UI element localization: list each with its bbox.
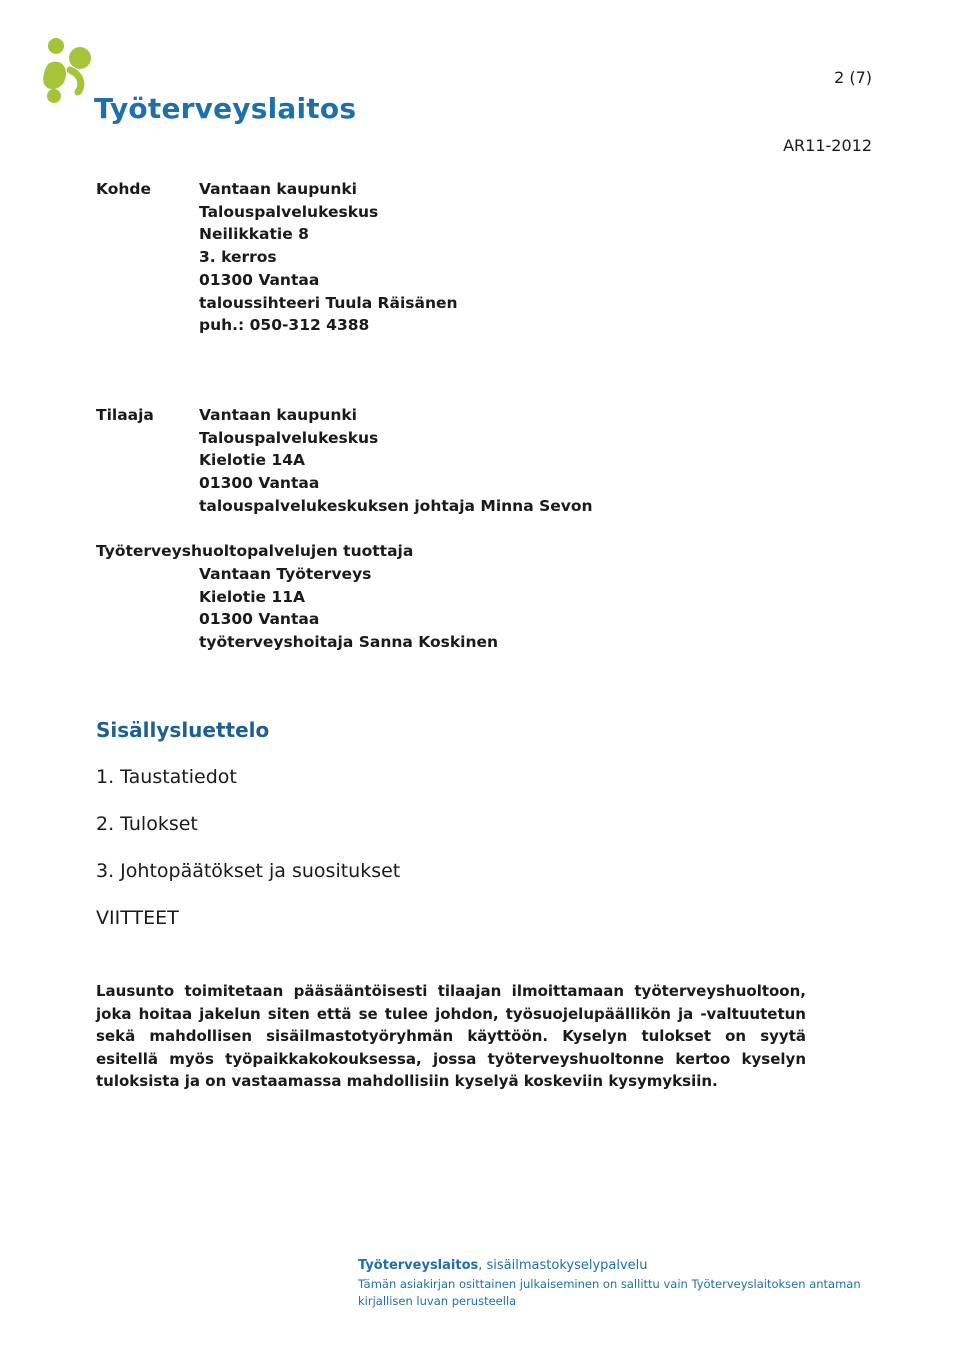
provider-label: Työterveyshuoltopalvelujen tuottaja (96, 542, 414, 560)
tilaaja-address (199, 404, 593, 518)
logo-mark-icon (40, 36, 100, 106)
toc-item-viitteet: VIITTEET (96, 907, 179, 929)
tilaaja-label: Tilaaja (96, 406, 154, 424)
footer-org: Työterveyslaitos (358, 1258, 479, 1273)
provider-line: työterveyshoitaja Sanna Koskinen (199, 633, 499, 652)
logo-text: Työterveyslaitos (94, 92, 357, 125)
tilaaja-line: Talouspalvelukeskus (199, 428, 379, 447)
kohde-line: Neilikkatie 8 (199, 225, 309, 244)
kohde-line: puh.: 050-312 4388 (199, 316, 370, 335)
provider-address (199, 563, 498, 654)
provider-line: 01300 Vantaa (199, 610, 320, 629)
kohde-line: 01300 Vantaa (199, 270, 320, 289)
footer-note: Tämän asiakirjan osittainen julkaiseminen on sallittu vain Työterveyslaitoksen antaman kirjallisen luvan perusteella (358, 1277, 861, 1308)
tilaaja-line: talouspalvelukeskuksen johtaja Minna Sevon (199, 496, 593, 515)
kohde-line: 3. kerros (199, 248, 277, 267)
provider-line: Vantaan Työterveys (199, 565, 372, 583)
logo (40, 36, 357, 126)
tilaaja-line: Vantaan kaupunki (199, 406, 357, 424)
toc-item-tulokset: 2. Tulokset (96, 813, 198, 835)
toc-item-taustatiedot: 1. Taustatiedot (96, 766, 237, 788)
footer-unit: , sisäilmastokyselypalvelu (478, 1258, 648, 1273)
kohde-address (199, 178, 458, 337)
document-id: AR11-2012 (783, 136, 872, 155)
kohde-line: Talouspalvelukeskus (199, 202, 379, 221)
tilaaja-line: 01300 Vantaa (199, 474, 320, 493)
page-number: 2 (7) (834, 68, 872, 87)
kohde-label: Kohde (96, 180, 152, 198)
toc-item-johtopaatokset: 3. Johtopäätökset ja suositukset (96, 860, 401, 882)
provider-line: Kielotie 11A (199, 587, 305, 606)
toc-title: Sisällysluettelo (96, 718, 270, 742)
distribution-paragraph: Lausunto toimitetaan pääsääntöisesti tilaajan ilmoittamaan työterveyshuoltoon, joka hoitaa jakelun siten että se tulee johdon, työsuojelupäällikön ja -valtuutetun sekä mahdollisen sisäilmastotyöryhmän käyttöön. Kyselyn tulokset on syytä esitellä myös työpaikkakokouksessa, jossa työterveyshuoltonne kertoo kyselyn tuloksista ja on vastaamassa mahdollisiin kyselyä koskeviin kysymyksiin. (96, 982, 806, 1091)
kohde-line: Vantaan kaupunki (199, 180, 357, 198)
kohde-line: taloussihteeri Tuula Räisänen (199, 293, 458, 312)
tilaaja-line: Kielotie 14A (199, 451, 305, 470)
footer-title (358, 1258, 648, 1273)
